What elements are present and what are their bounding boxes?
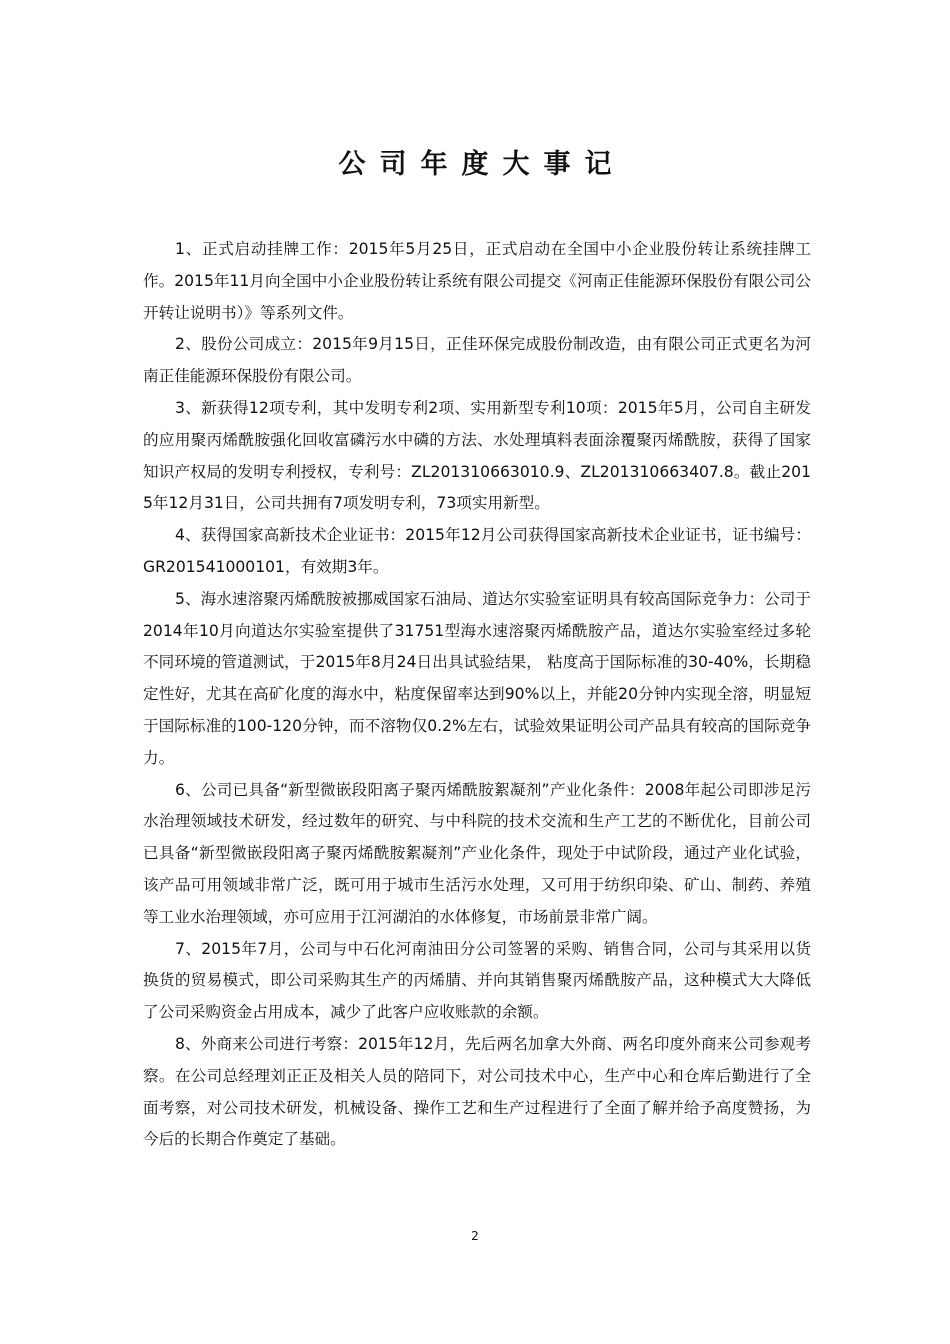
document-body: [143, 234, 811, 1156]
paragraph-2: 2、股份公司成立：2015年9月15日，正佳环保完成股份制改造，由有限公司正式更名为河南正佳能源环保股份有限公司。: [143, 335, 811, 386]
page-number: 2: [471, 1229, 479, 1243]
paragraph-1: 1、正式启动挂牌工作：2015年5月25日，正式启动在全国中小企业股份转让系统挂牌工作。2015年11月向全国中小企业股份转让系统有限公司提交《河南正佳能源环保股份有限公司公开转让说明书）》等系列文件。: [143, 240, 811, 322]
paragraph-3: 3、新获得12项专利，其中发明专利2项、实用新型专利10项：2015年5月，公司自主研发的应用聚丙烯酰胺强化回收富磷污水中磷的方法、水处理填料表面涂覆聚丙烯酰胺，获得了国家知识产权局的发明专利授权，专利号：ZL201310663010.9、ZL201310663407.8。截止2015年12月31日，公司共拥有7项发明专利，73项实用新型。: [143, 398, 811, 513]
page-title: 公司年度大事记: [338, 149, 626, 180]
paragraph-6: 6、公司已具备“新型微嵌段阳离子聚丙烯酰胺絮凝剂”产业化条件：2008年起公司即涉足污水治理领域技术研发，经过数年的研究、与中科院的技术交流和生产工艺的不断优化，目前公司已具备“新型微嵌段阳离子聚丙烯酰胺絮凝剂”产业化条件，现处于中试阶段，通过产业化试验，该产品可用领域非常广泛，既可用于城市生活污水处理，又可用于纺织印染、矿山、制药、养殖等工业水治理领域，亦可应用于江河湖泊的水体修复，市场前景非常广阔。: [143, 780, 811, 926]
paragraph-4: 4、获得国家高新技术企业证书：2015年12月公司获得国家高新技术企业证书，证书编号：GR201541000101，有效期3年。: [143, 526, 811, 576]
paragraph-8: 8、外商来公司进行考察：2015年12月，先后两名加拿大外商、两名印度外商来公司参观考察。在公司总经理刘正正及相关人员的陪同下，对公司技术中心，生产中心和仓库后勤进行了全面考察，对公司技术研发，机械设备、操作工艺和生产过程进行了全面了解并给予高度赞扬，为今后的长期合作奠定了基础。: [143, 1034, 811, 1149]
paragraph-7: 7、2015年7月，公司与中石化河南油田分公司签署的采购、销售合同，公司与其采用以货换货的贸易模式，即公司采购其生产的丙烯腈、并向其销售聚丙烯酰胺产品，这种模式大大降低了公司采购资金占用成本，减少了此客户应收账款的余额。: [143, 939, 811, 1022]
paragraph-5: 5、海水速溶聚丙烯酰胺被挪威国家石油局、道达尔实验室证明具有较高国际竞争力：公司于2014年10月向道达尔实验室提供了31751型海水速溶聚丙烯酰胺产品，道达尔实验室经过多轮不同环境的管道测试，于2015年8月24日出具试验结果， 粘度高于国际标准的30-40%，长期稳定性好，尤其在高矿化度的海水中，粘度保留率达到90%以上，并能20分钟内实现全溶，明显短于国际标准的100-120分钟，而不溶物仅0.2%左右，试验效果证明公司产品具有较高的国际竞争力。: [143, 589, 811, 767]
